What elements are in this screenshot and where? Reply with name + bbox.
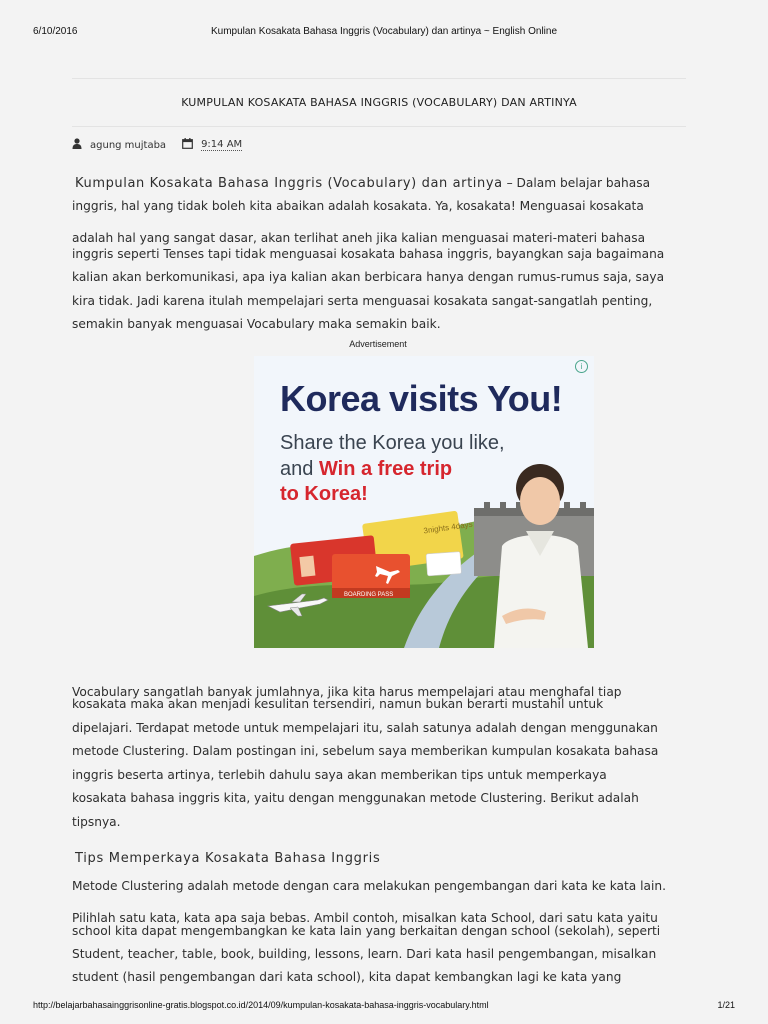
- ad-line-2-highlight: Win a free trip: [318, 458, 453, 480]
- calendar-icon: [182, 138, 193, 152]
- paragraph-2: [72, 227, 692, 337]
- p2-line-2: kalian akan berkomunikasi, apa iya kalian akan berbicara hanya dengan rumus-rumus saja, saya: [72, 270, 665, 285]
- print-date: 6/10/2016: [33, 26, 78, 37]
- ad-banner[interactable]: [254, 356, 594, 648]
- paragraph-4: [72, 875, 692, 898]
- ad-ticket-text: 3nights 4days: [422, 519, 474, 536]
- ad-boarding-pass: BOARDING PASS: [344, 592, 394, 598]
- user-icon: [72, 138, 82, 152]
- print-page-title: Kumpulan Kosakata Bahasa Inggris (Vocabulary) dan artinya ~ English Online: [210, 26, 558, 37]
- p2-line-1b: inggris seperti Tenses tapi tidak menguasai kosakata bahasa inggris, bayangkan saja bagaimana: [72, 247, 665, 261]
- intro-line-1: [72, 172, 692, 195]
- print-footer: [33, 1000, 735, 1014]
- ad-label: Advertisement: [349, 339, 407, 349]
- p5-line-1: Pilihlah satu kata, kata apa saja bebas. Ambil contoh, misalkan kata School, dari satu kata yaitu: [72, 911, 658, 925]
- post-time[interactable]: 9:14 AM: [201, 139, 243, 150]
- p5-line-3: student (hasil pengembangan dari kata school), kita dapat kembangkan lagi ke kata yang: [72, 970, 622, 985]
- intro-paragraph: [72, 172, 692, 219]
- ad-line-3: to Korea!: [280, 483, 368, 505]
- p5-line-1b: school kita dapat mengembangkan ke kata lain yang berkaitan dengan school (sekolah), seperti: [72, 924, 661, 938]
- p3-line-5: kosakata bahasa inggris kita, yaitu dengan menggunakan metode Clustering. Berikut adalah: [72, 791, 639, 806]
- p2-line-4: semakin banyak menguasai Vocabulary maka semakin baik.: [72, 317, 441, 332]
- divider-top: [72, 78, 686, 79]
- p3-line-1: Vocabulary sangatlah banyak jumlahnya, jika kita harus mempelajari atau menghafal tiap: [72, 685, 622, 699]
- p2-line-3: kira tidak. Jadi karena itulah mempelajari serta menguasai kosakata sangat-sangatlah penting,: [72, 293, 653, 308]
- tips-heading: Tips Memperkaya Kosakata Bahasa Inggris: [75, 851, 381, 866]
- post-title[interactable]: KUMPULAN KOSAKATA BAHASA INGGRIS (VOCABULARY) DAN ARTINYA: [181, 96, 577, 109]
- divider-title: [72, 126, 686, 127]
- p3-line-3: metode Clustering. Dalam postingan ini, sebelum saya memberikan kumpulan kosakata bahasa: [72, 744, 659, 759]
- ad-line-2-prefix: and: [280, 458, 319, 480]
- print-url[interactable]: http://belajarbahasainggrisonline-gratis.blogspot.co.id/2014/09/kumpulan-kosakata-bahasa-inggris-vocabulary.html: [33, 1000, 489, 1010]
- p5-line-2: Student, teacher, table, book, building, lessons, learn. Dari kata hasil pengembangan, misalkan: [72, 947, 657, 961]
- ad-headline: Korea visits You!: [280, 378, 563, 419]
- ad-info-icon[interactable]: i: [575, 360, 588, 373]
- p3-line-2: dipelajari. Terdapat metode untuk mempelajari itu, salah satunya adalah dengan menggunakan: [72, 721, 658, 735]
- post-meta: [72, 137, 242, 153]
- post-author[interactable]: agung mujtaba: [90, 139, 167, 151]
- print-header: [33, 26, 735, 42]
- paragraph-5: [72, 908, 692, 990]
- intro-line-2: inggris, hal yang tidak boleh kita abaikan adalah kosakata. Ya, kosakata! Menguasai kosakata: [72, 199, 644, 214]
- intro-lead: Kumpulan Kosakata Bahasa Inggris (Vocabulary) dan artinya: [75, 176, 503, 191]
- p2-line-1: adalah hal yang sangat dasar, akan terlihat aneh jika kalian menguasai materi-materi bahasa: [72, 231, 646, 245]
- page-number: 1/21: [717, 1000, 735, 1010]
- ad-line-2: [280, 458, 452, 481]
- p4-line-1: Metode Clustering adalah metode dengan cara melakukan pengembangan dari kata ke kata lain.: [72, 879, 666, 893]
- paragraph-3: [72, 682, 692, 834]
- p3-line-6: tipsnya.: [72, 814, 121, 829]
- p3-line-1b: kosakata maka akan menjadi kesulitan tersendiri, namun bukan berarti mustahil untuk: [72, 697, 604, 711]
- intro-lead-rest: – Dalam belajar bahasa: [502, 176, 651, 190]
- ad-line-1: Share the Korea you like,: [280, 432, 505, 454]
- p3-line-4: inggris beserta artinya, terlebih dahulu saya akan memberikan tips untuk memperkaya: [72, 767, 607, 782]
